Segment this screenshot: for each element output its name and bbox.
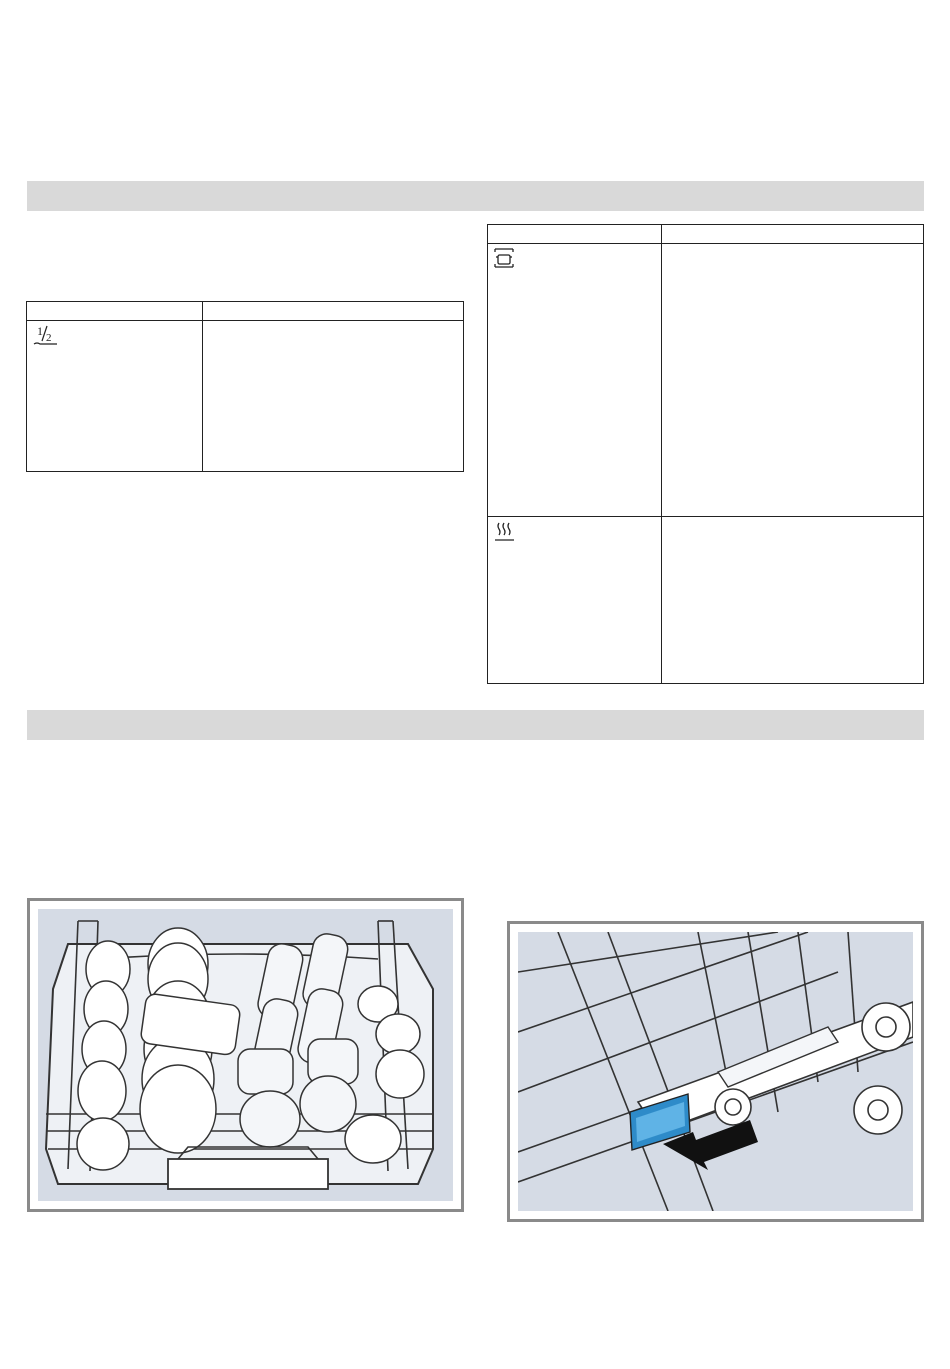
column-divider bbox=[661, 225, 662, 683]
extra-dry-icon bbox=[493, 521, 517, 543]
illustration-background bbox=[518, 932, 913, 1211]
column-divider bbox=[202, 302, 203, 471]
options-table-right bbox=[487, 224, 924, 684]
header-row-divider bbox=[488, 243, 923, 244]
row-divider bbox=[488, 516, 923, 517]
section-header-band-2 bbox=[27, 710, 924, 740]
options-table-left bbox=[26, 301, 464, 472]
half-load-icon bbox=[33, 324, 59, 346]
extra-clean-basket-icon bbox=[493, 247, 517, 269]
rackmatic-lever-illustration bbox=[507, 921, 924, 1222]
svg-text:2: 2 bbox=[46, 332, 52, 344]
header-row-divider bbox=[27, 320, 463, 321]
svg-text:1: 1 bbox=[37, 324, 43, 338]
basket-loading-illustration bbox=[27, 898, 464, 1212]
illustration-background bbox=[38, 909, 453, 1201]
section-header-band-1 bbox=[27, 181, 924, 211]
